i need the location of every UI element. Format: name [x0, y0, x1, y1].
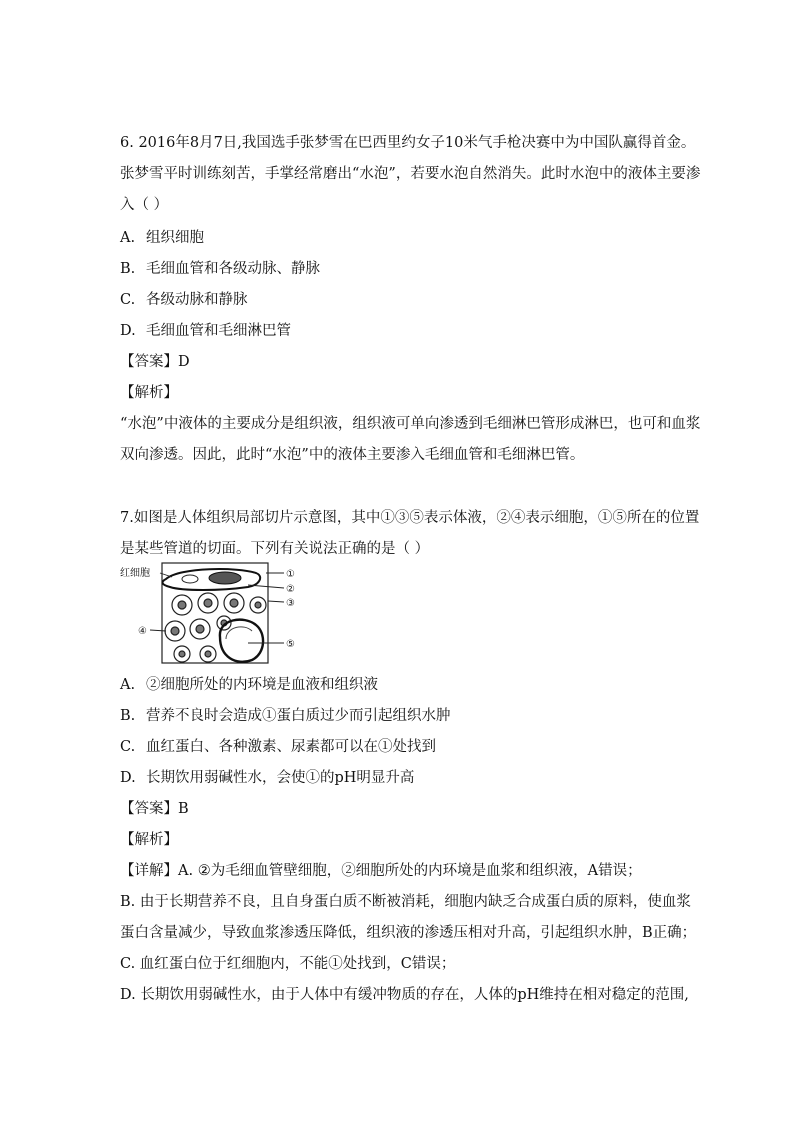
option-text: 毛细血管和毛细淋巴管	[146, 323, 291, 339]
marker-3: ③	[286, 598, 295, 609]
q7-option-c	[120, 737, 436, 757]
tissue-cells	[165, 593, 266, 662]
option-letter: B.	[120, 708, 136, 724]
q7-option-a	[120, 675, 378, 695]
lymph-capillary-section	[220, 620, 263, 662]
cell-nucleus	[171, 627, 179, 635]
cell-nucleus	[178, 601, 186, 609]
q7-detail-c: C. 血红蛋白位于红细胞内，不能①处找到，C错误；	[120, 956, 456, 972]
q7-option-b	[120, 706, 451, 726]
option-text: 营养不良时会造成①蛋白质过少而引起组织水肿	[146, 708, 451, 724]
option-text: 各级动脉和静脉	[146, 292, 248, 308]
option-text: 毛细血管和各级动脉、静脉	[146, 261, 320, 277]
q6-option-c	[120, 290, 248, 310]
q6-analysis-line-1: “水泡”中液体的主要成分是组织液，组织液可单向渗透到毛细淋巴管形成淋巴，也可和血浆	[120, 416, 701, 432]
leader-line-4	[150, 630, 166, 631]
q7-detail-b-line-2: 蛋白含量减少，导致血浆渗透压降低，组织液的渗透压相对升高，引起组织水肿，B正确；	[120, 925, 697, 941]
q7-answer: 【答案】B	[120, 801, 189, 817]
cell-nucleus	[204, 599, 212, 607]
q6-stem-line-3: 入（ ）	[120, 197, 169, 213]
leader-line-3	[268, 601, 284, 602]
option-letter: B.	[120, 261, 136, 277]
q7-stem-line-1: 7.如图是人体组织局部切片示意图，其中①③⑤表示体液，②④表示细胞，①⑤所在的位置	[120, 510, 700, 526]
q6-option-a	[120, 228, 204, 248]
cell-nucleus	[196, 625, 204, 633]
q7-detail-a: 【详解】A. ②为毛细血管壁细胞，②细胞所处的内环境是血浆和组织液，A错误；	[120, 863, 642, 879]
q6-analysis-heading: 【解析】	[120, 385, 178, 401]
marker-5: ⑤	[286, 639, 295, 650]
option-letter: A.	[120, 677, 136, 693]
label-red-blood-cell: 红细胞	[120, 568, 150, 579]
marker-4: ④	[138, 626, 147, 637]
marker-1: ①	[286, 569, 295, 580]
q7-detail-d: D. 长期饮用弱碱性水，由于人体中有缓冲物质的存在，人体的pH维持在相对稳定的范围,	[120, 987, 689, 1003]
q6-option-d	[120, 321, 291, 341]
q6-analysis-line-2: 双向渗透。因此，此时“水泡”中的液体主要渗入毛细血管和毛细淋巴管。	[120, 447, 585, 463]
tissue-diagram	[120, 561, 330, 669]
tissue-section-figure	[120, 561, 330, 669]
option-text: 长期饮用弱碱性水，会使①的pH明显升高	[146, 770, 415, 786]
red-blood-cell	[209, 572, 241, 584]
option-letter: D.	[120, 770, 136, 786]
option-letter: A.	[120, 230, 136, 246]
cell-nucleus	[205, 651, 211, 657]
q7-analysis-heading: 【解析】	[120, 832, 178, 848]
q6-answer: 【答案】D	[120, 354, 190, 370]
q6-stem-line-1: 6. 2016年8月7日,我国选手张梦雪在巴西里约女子10米气手枪决赛中为中国队赢得首金。	[120, 135, 696, 151]
option-letter: C.	[120, 292, 136, 308]
q6-option-b	[120, 259, 320, 279]
q7-stem-line-2: 是某些管道的切面。下列有关说法正确的是（ ）	[120, 541, 430, 557]
option-text: 血红蛋白、各种激素、尿素都可以在①处找到	[146, 739, 436, 755]
marker-2: ②	[286, 584, 295, 595]
cell-nucleus	[230, 599, 238, 607]
q7-option-d	[120, 768, 414, 788]
cell-nucleus	[179, 651, 185, 657]
cell-nucleus	[255, 602, 261, 608]
capillary-wall-cell	[182, 575, 198, 583]
q6-stem-line-2: 张梦雪平时训练刻苦，手掌经常磨出“水泡”，若要水泡自然消失。此时水泡中的液体主要渗	[120, 166, 701, 182]
option-text: ②细胞所处的内环境是血液和组织液	[146, 677, 378, 693]
lymph-vessel-inner-line	[226, 627, 252, 639]
option-letter: C.	[120, 739, 136, 755]
option-text: 组织细胞	[146, 230, 204, 246]
option-letter: D.	[120, 323, 136, 339]
q7-detail-b-line-1: B. 由于长期营养不良，且自身蛋白质不断被消耗，细胞内缺乏合成蛋白质的原料，使血浆	[120, 894, 691, 910]
